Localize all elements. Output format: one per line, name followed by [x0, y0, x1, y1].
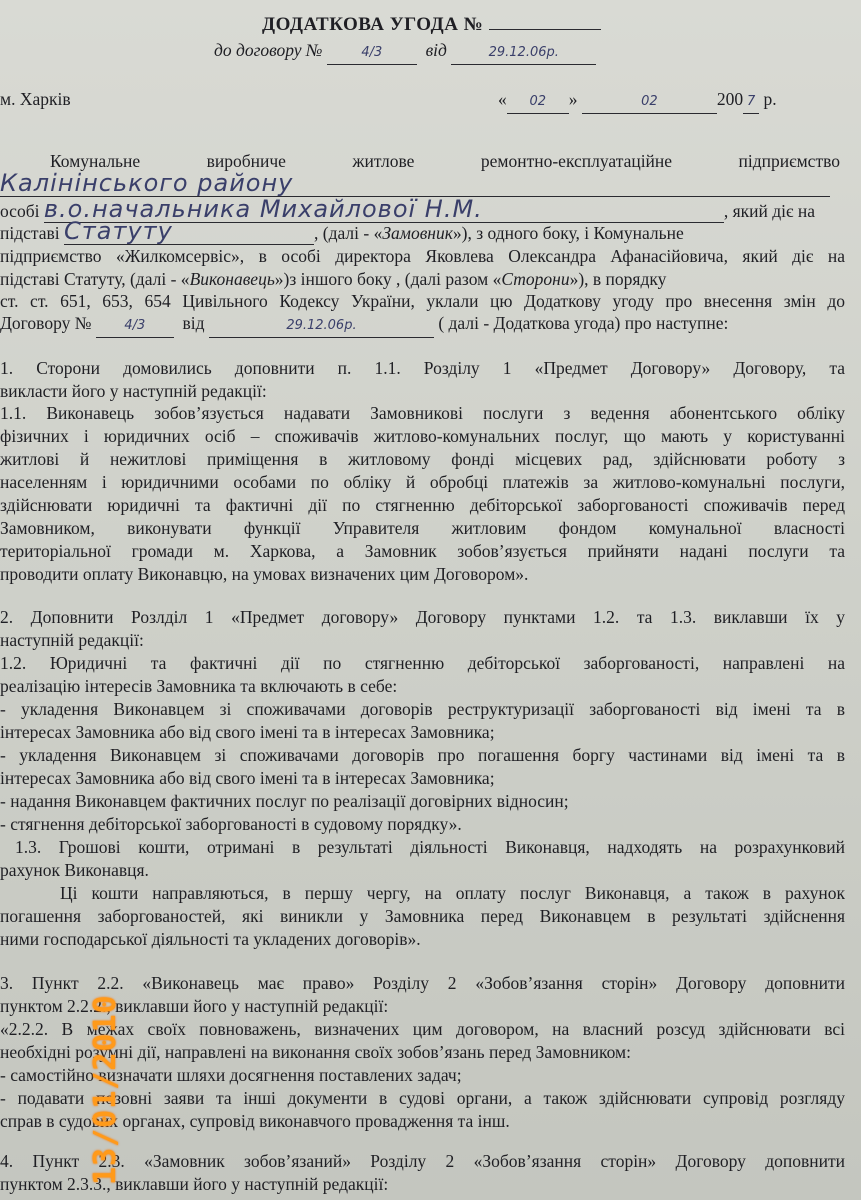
text-fragment: , який діє на — [723, 201, 816, 221]
handwritten-line — [0, 169, 830, 197]
camera-date-stamp: 13/01/2010 — [88, 994, 123, 1185]
text-line: - самостійно визначати шляхи досягнення поставлених задач; — [0, 1065, 462, 1085]
text-line: 3. Пункт 2.2. «Виконавець має право» Розділу 2 «Зобов’язання сторін» Договору доповнити — [0, 973, 845, 993]
text-fragment: Замовник — [382, 223, 453, 243]
text-line: погашення заборгованостей, які виникли у Замовника перед Виконавцем в результаті здійснення — [0, 906, 845, 926]
text-line — [0, 312, 728, 338]
year-prefix: 200 — [716, 89, 744, 109]
handwritten-contract-no: 4/3 — [361, 45, 383, 60]
text-line: 1.1. Виконавець зобов’язується надавати Замовникові послуги з ведення абонентського обліку — [0, 403, 845, 423]
text-line: Замовником, виконувати функції Управителя житловим фондом комунальної власності — [0, 518, 845, 538]
text-fragment: »), в порядку — [569, 269, 667, 289]
text-line: підприємство «Жилкомсервіс», в особі директора Яковлева Олександра Афанасійовича, який діє на — [0, 246, 845, 266]
date-close-quote: » — [568, 89, 578, 109]
text-line: необхідні розумні дії, направлені на виконання своїх зобов’язань перед Замовником: — [0, 1042, 631, 1062]
text-line: інтересах Замовника або від свого імені та в інтересах Замовника; — [0, 768, 495, 788]
text-line — [0, 217, 684, 245]
year-suffix: р. — [763, 89, 777, 109]
document-subtitle — [214, 39, 596, 65]
date-open-quote: « — [498, 89, 507, 109]
handwritten-day: 02 — [529, 94, 547, 109]
text-line: 1.3. Грошові кошти, отримані в результаті діяльності Виконавця, надходять на розрахунковий — [15, 837, 845, 857]
handwritten-director-name: в.о.начальника Михайлової Н.М. — [43, 195, 483, 223]
text-line: 1. Сторони домовились доповнити п. 1.1. Розділу 1 «Предмет Договору» Договору, та — [0, 358, 845, 378]
text-line: населенням і юридичними особами по обліку й обробці платежів за житлово-комунальні послуги, — [0, 472, 845, 492]
text-line: викласти його у наступній редакції: — [0, 381, 267, 401]
signing-date — [498, 88, 777, 114]
text-line: здійснювати юридичні та фактичні дії по стягненню дебіторської заборгованості споживачів перед — [0, 495, 845, 515]
text-fragment: підставі Статуту, (далі - « — [0, 269, 190, 289]
agreement-number-blank — [489, 29, 601, 30]
text-fragment: »)з іншого боку , (далі разом « — [274, 269, 502, 289]
handwritten-month: 02 — [641, 94, 658, 109]
text-line: - стягнення дебіторської заборгованості в судовому порядку». — [0, 814, 462, 834]
text-line: проводити оплату Виконавцю, на умовах визначених цим Договором». — [0, 564, 529, 584]
text-fragment: , (далі - « — [314, 223, 383, 243]
text-line: 1.2. Юридичні та фактичні дії по стягненню дебіторської заборгованості, направлені на — [0, 653, 845, 673]
handwritten-contract-no: 4/3 — [124, 318, 146, 333]
text-line: територіальної громади м. Харкова, а Замовник зобов’язується прийняти надані послуги та — [0, 541, 845, 561]
subtitle-prefix: до договору № — [214, 40, 323, 60]
text-fragment: Сторони — [501, 269, 570, 289]
text-line: 4. Пункт 2.3. «Замовник зобов’язаний» Розділу 2 «Зобов’язання сторін» Договору доповнити — [0, 1151, 845, 1171]
title-text: ДОДАТКОВА УГОДА № — [262, 14, 484, 35]
text-line: - надання Виконавцем фактичних послуг по реалізації договірних відносин; — [0, 791, 569, 811]
text-line: наступній редакції: — [0, 630, 144, 650]
text-fragment: Договору № — [0, 313, 92, 333]
text-line: житлові й нежитлові приміщення в житловому фонді місцевих рад, здійснювати роботу з — [0, 449, 845, 469]
text-line: пунктом 2.2.2., виклавши його у наступній редакції: — [0, 996, 389, 1016]
text-line: 2. Доповнити Розлділ 1 «Предмет договору» Договору пунктами 1.2. та 1.3. виклавши їх у — [0, 607, 845, 627]
text-line: Ці кошти направляються, в першу чергу, на оплату послуг Виконавця, а також в рахунок — [60, 883, 845, 903]
text-line: рахунок Виконавця. — [0, 860, 149, 880]
text-line: пунктом 2.3.3., виклавши його у наступній редакції: — [0, 1174, 389, 1194]
city: м. Харків — [0, 89, 71, 109]
text-fragment: від — [182, 313, 205, 333]
text-line: «2.2.2. В межах своїх повноважень, визначених цим договором, на власний розсуд здійснювати всі — [0, 1019, 845, 1039]
subtitle-from: від — [425, 40, 447, 60]
text-line: реалізацію інтересів Замовника та включають в себе: — [0, 676, 398, 696]
text-fragment: підставі — [0, 223, 60, 243]
text-line: Комунальне виробниче житлове ремонтно-експлуатаційне підприємство — [50, 151, 840, 171]
text-line: ст. ст. 651, 653, 654 Цивільного Кодексу України, уклали цю Додаткову угоду про внесення змін до — [0, 291, 845, 311]
text-line: інтересах Замовника або від свого імені та в інтересах Замовника; — [0, 722, 495, 742]
text-line: справ в судових органах, супровід виконавчого провадження та інш. — [0, 1111, 510, 1131]
document-title — [262, 14, 601, 36]
text-fragment: ( далі - Додаткова угода) про наступне: — [438, 313, 729, 333]
text-line: - укладення Виконавцем зі споживачами договорів реструктуризації заборгованості від імені та в — [0, 699, 845, 719]
text-fragment: »), з одного боку, і Комунальне — [452, 223, 684, 243]
text-line: ними господарської діяльності та укладених договорів». — [0, 929, 421, 949]
text-line: - подавати позовні заяви та інші документи в судові органи, а також здійснювати супровід розгляду — [0, 1088, 845, 1108]
text-line: - укладення Виконавцем зі споживачами договорів про погашення боргу частинами від імені та в — [0, 745, 845, 765]
text-line — [0, 268, 666, 290]
handwritten-basis: Статуту — [64, 217, 173, 245]
text-line: фізичних і юридичних осіб – споживачів житлово-комунальних послуг, що мають у користуванні — [0, 426, 845, 446]
handwritten-contract-date: 29.12.06р. — [488, 45, 559, 60]
handwritten-enterprise-name: Калінінського району — [0, 169, 294, 197]
text-fragment: особі — [0, 201, 40, 221]
text-fragment: Виконавець — [189, 269, 275, 289]
handwritten-year-digit: 7 — [746, 94, 756, 109]
handwritten-contract-date: 29.12.06р. — [286, 318, 357, 333]
